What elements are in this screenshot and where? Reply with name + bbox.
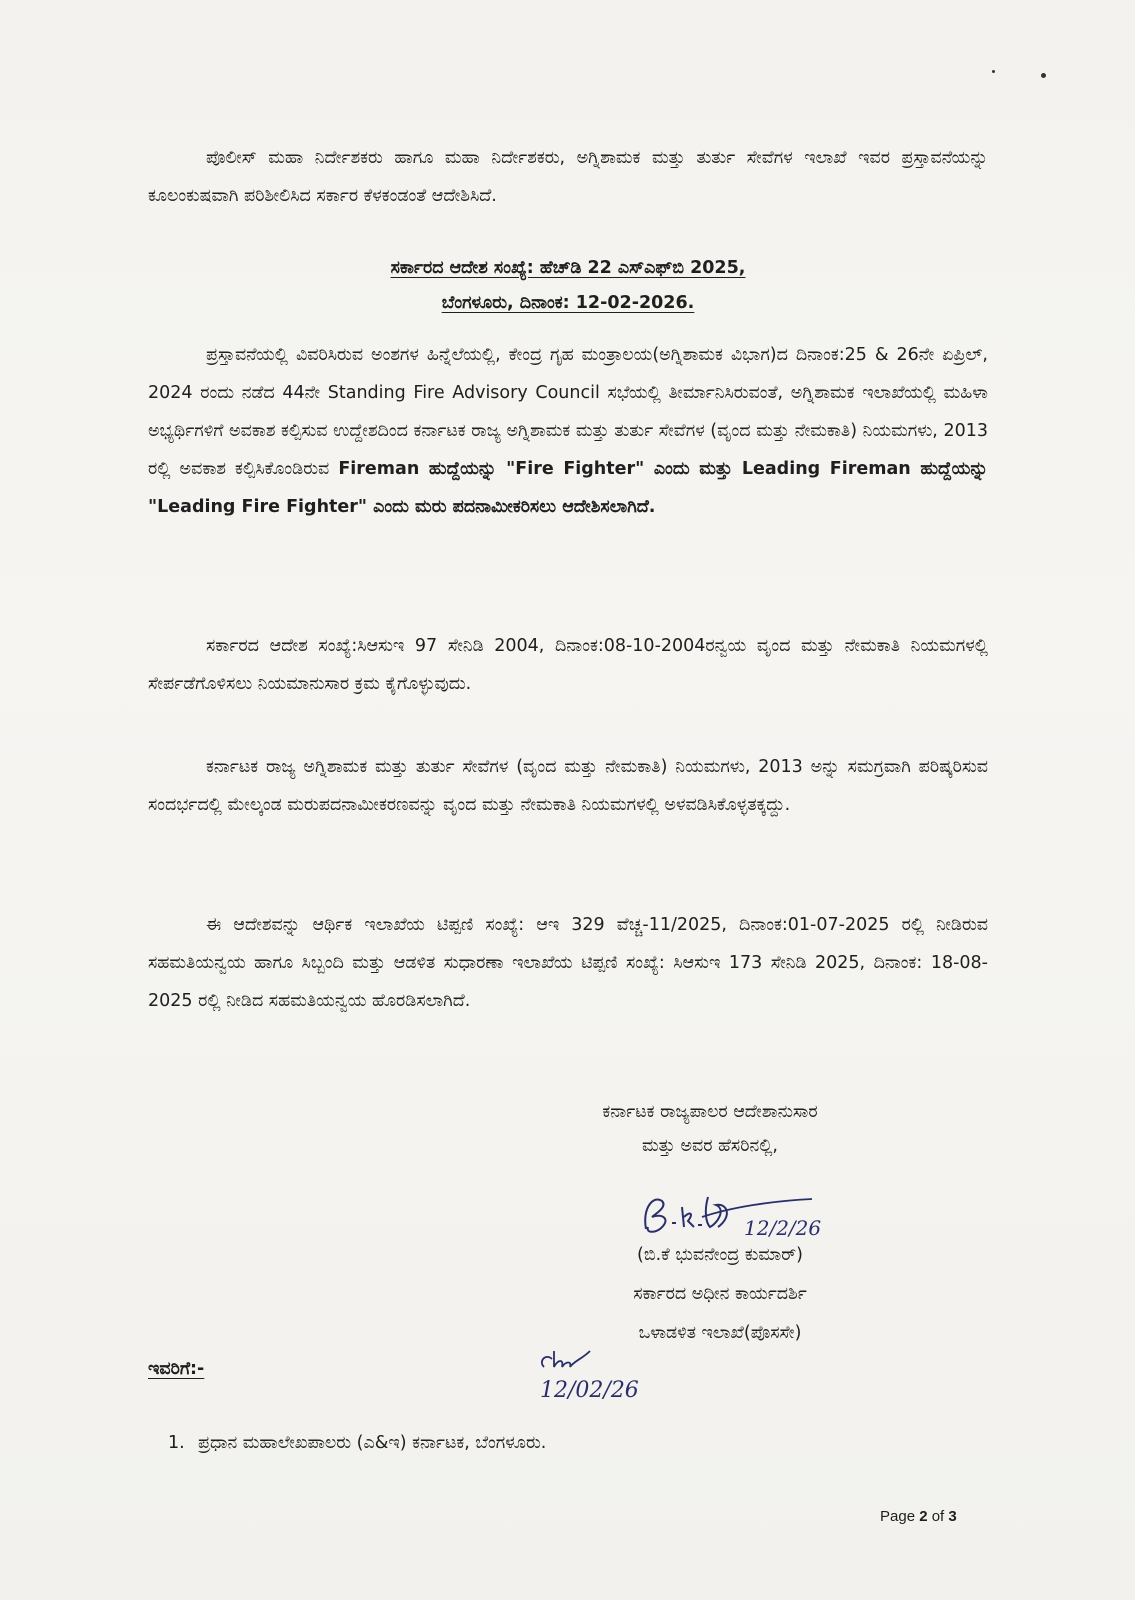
page-total: 3 [948,1508,957,1525]
page-number [880,1508,957,1525]
order-body-redesignation: Fireman ಹುದ್ದೆಯನ್ನು "Fire Fighter" ಎಂದು ಮತ್ತು Leading Fireman ಹುದ್ದೆಯನ್ನು "Leading Fire Fighter" ಎಂದು ಮರು ಪದನಾಮೀಕರಿಸಲು ಆದೇಶಿಸಲಾಗಿದೆ. [148,459,989,517]
rules-paragraph: ಕರ್ನಾಟಕ ರಾಜ್ಯ ಅಗ್ನಿಶಾಮಕ ಮತ್ತು ತುರ್ತು ಸೇವೆಗಳ (ವೃಂದ ಮತ್ತು ನೇಮಕಾತಿ) ನಿಯಮಗಳು, 2013 ಅನ್ನು ಸಮಗ್ರವಾಗಿ ಪರಿಷ್ಕರಿಸುವ ಸಂದರ್ಭದಲ್ಲಿ ಮೇಲ್ಕಂಡ ಮರುಪದನಾಮೀಕರಣವನ್ನು ವೃಂದ ಮತ್ತು ನೇಮಕಾತಿ ನಿಯಮಗಳಲ್ಲಿ ಅಳವಡಿಸಿಕೊಳ್ಳತಕ್ಕದ್ದು. [148,757,988,815]
recipients-list [168,1433,968,1453]
order-body-paragraph [148,336,988,526]
authority-line-2: ಮತ್ತು ಅವರ ಹೆಸರಿನಲ್ಲಿ, [641,1136,778,1156]
scan-speck [1041,73,1046,78]
order-date-line: ಬೆಂಗಳೂರು, ದಿನಾಂಕ: 12-02-2026. [441,293,695,313]
officer-department: ಒಳಾಡಳಿತ ಇಲಾಖೆ(ಪೊಸಸೇ) [638,1323,802,1343]
scan-speck [992,70,995,73]
page-prefix: Page [880,1508,920,1525]
order-number-line: ಸರ್ಕಾರದ ಆದೇಶ ಸಂಖ್ಯೆ: ಹೆಚ್‌ಡಿ 22 ಎಸ್‌ಎಫ್‌ಬಿ 2025, [390,258,746,278]
recipients-label: ಇವರಿಗೆ:- [148,1359,205,1379]
recipient-text: ಪ್ರಧಾನ ಮಹಾಲೇಖಪಾಲರು (ಎ&ಇ) ಕರ್ನಾಟಕ, ಬೆಂಗಳೂರು. [198,1433,547,1453]
officer-designation: ಸರ್ಕಾರದ ಅಧೀನ ಕಾರ್ಯದರ್ಶಿ [633,1284,807,1304]
page-current: 2 [919,1508,928,1525]
concurrence-paragraph: ಈ ಆದೇಶವನ್ನು ಆರ್ಥಿಕ ಇಲಾಖೆಯ ಟಿಪ್ಪಣಿ ಸಂಖ್ಯೆ: ಆಇ 329 ವೆಚ್ಚ-11/2025, ದಿನಾಂಕ:01-07-2025 ರಲ್ಲಿ ನೀಡಿರುವ ಸಹಮತಿಯನ್ವಯ ಹಾಗೂ ಸಿಬ್ಬಂದಿ ಮತ್ತು ಆಡಳಿತ ಸುಧಾರಣಾ ಇಲಾಖೆಯ ಟಿಪ್ಪಣಿ ಸಂಖ್ಯೆ: ಸಿಆಸುಇ 173 ಸೇನಿಡಿ 2025, ದಿನಾಂಕ: 18-08-2025 ರಲ್ಲಿ ನೀಡಿದ ಸಹಮತಿಯನ್ವಯ ಹೊರಡಿಸಲಾಗಿದೆ. [148,915,988,1011]
recipient-number: 1. [168,1433,185,1453]
authority-block [500,1095,920,1163]
page-middle: of [927,1508,949,1525]
list-item [168,1433,968,1453]
officer-block [530,1236,910,1353]
order-number-heading [148,253,988,283]
cadre-paragraph: ಸರ್ಕಾರದ ಆದೇಶ ಸಂಖ್ಯೆ:ಸಿಆಸುಇ 97 ಸೇನಿಡಿ 2004, ದಿನಾಂಕ:08-10-2004ರನ್ವಯ ವೃಂದ ಮತ್ತು ನೇಮಕಾತಿ ನಿಯಮಗಳಲ್ಲಿ ಸೇರ್ಪಡೆಗೊಳಿಸಲು ನಿಯಮಾನುಸಾರ ಕ್ರಮ ಕೈಗೊಳ್ಳುವುದು. [148,636,988,694]
order-date-heading [148,288,988,318]
order-body-text: ಪ್ರಸ್ತಾವನೆಯಲ್ಲಿ ವಿವರಿಸಿರುವ ಅಂಶಗಳ ಹಿನ್ನೆಲೆಯಲ್ಲಿ, ಕೇಂದ್ರ ಗೃಹ ಮಂತ್ರಾಲಯ(ಅಗ್ನಿಶಾಮಕ ವಿಭಾಗ)ದ ದಿನಾಂಕ:25 & 26ನೇ ಏಪ್ರಿಲ್, 2024 ರಂದು ನಡೆದ 44ನೇ Standing Fire Advisory Council ಸಭೆಯಲ್ಲಿ ತೀರ್ಮಾನಿಸಿರುವಂತೆ, ಅಗ್ನಿಶಾಮಕ ಇಲಾಖೆಯಲ್ಲಿ ಮಹಿಳಾ ಅಭ್ಯರ್ಥಿಗಳಿಗೆ ಅವಕಾಶ ಕಲ್ಪಿಸುವ ಉದ್ದೇಶದಿಂದ ಕರ್ನಾಟಕ ರಾಜ್ಯ ಅಗ್ನಿಶಾಮಕ ಮತ್ತು ತುರ್ತು ಸೇವೆಗಳ (ವೃಂದ ಮತ್ತು ನೇಮಕಾತಿ) ನಿಯಮಗಳು, 2013 ರಲ್ಲಿ ಅವಕಾಶ ಕಲ್ಪಿಸಿಕೊಂಡಿರುವ [148,345,988,479]
intro-paragraph: ಪೊಲೀಸ್ ಮಹಾ ನಿರ್ದೇಶಕರು ಹಾಗೂ ಮಹಾ ನಿರ್ದೇಶಕರು, ಅಗ್ನಿಶಾಮಕ ಮತ್ತು ತುರ್ತು ಸೇವೆಗಳ ಇಲಾಖೆ ಇವರ ಪ್ರಸ್ತಾವನೆಯನ್ನು ಕೂಲಂಕುಷವಾಗಿ ಪರಿಶೀಲಿಸಿದ ಸರ್ಕಾರ ಕೆಳಕಂಡಂತೆ ಆದೇಶಿಸಿದೆ. [148,148,988,206]
signature-date: 12/2/26 [744,1216,822,1240]
initial-note-date: 12/02/26 [540,1378,639,1403]
initial-note [536,1345,646,1405]
officer-name: (ಬಿ.ಕೆ ಭುವನೇಂದ್ರ ಕುಮಾರ್) [637,1245,803,1265]
authority-line-1: ಕರ್ನಾಟಕ ರಾಜ್ಯಪಾಲರ ಆದೇಶಾನುಸಾರ [602,1102,818,1122]
